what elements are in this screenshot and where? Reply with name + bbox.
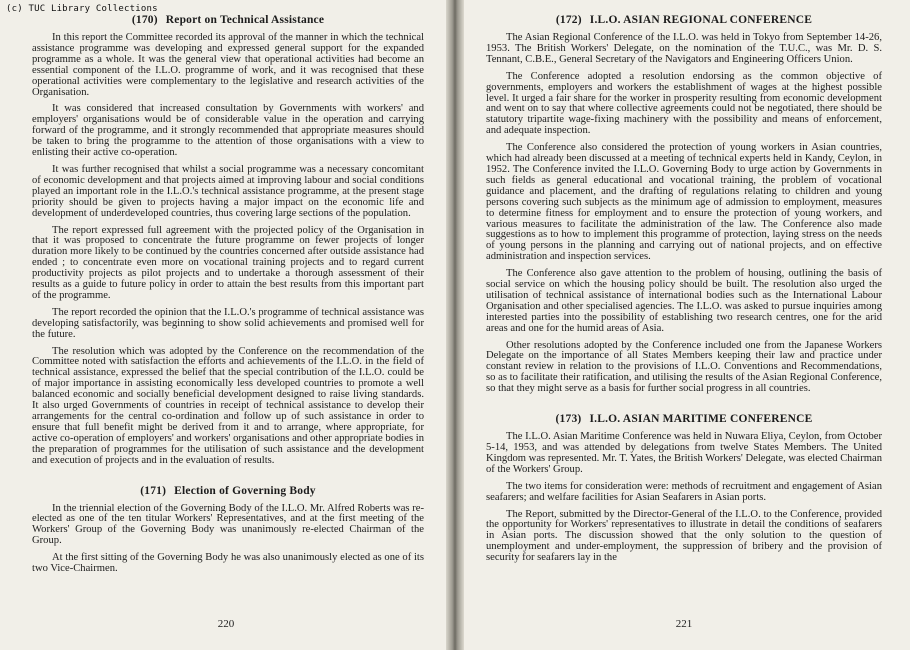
section-number: (171) (140, 484, 167, 497)
section-170-heading (32, 14, 424, 27)
paragraph: The resolution which was adopted by the Conference on the recommendation of the Committee noted with satisfaction the efforts and achievements of the I.L.O. in the field of technical assistance, expressed the belief that the special contribution of the I.L.O. could be of major importance in assisting economically less developed countries to promote a well balanced economic and socially beneficial development designed to raise living standards. It also urged Governments of countries in receipt of technical assistance to develop their arrangements for the central co-ordination and follow up of such assistance in order to ensure that full benefit might be derived from it and to arrange, where appropriate, for active co-operation of employers' and workers' organisations and other appropriate bodies in the preparation of programmes for the utilisation of such assistance and the development and execution of projects and in the evaluation of results. (32, 345, 424, 466)
page-number-left: 220 (217, 618, 235, 630)
paragraph: It was further recognised that whilst a social programme was a necessary concomitant of economic development and that projects aimed at improving labour and social conditions played an important role in the I.L.O.'s technical assistance programme, at the present stage priority should be given to projects having a major impact on the economic life and development of underdeveloped countries, thus covering large sections of the population. (32, 163, 424, 219)
section-number: (173) (555, 413, 582, 426)
section-title: Report on Technical Assistance (165, 14, 325, 26)
section-171-heading (32, 485, 424, 498)
book-gutter (446, 0, 464, 650)
paragraph: The Report, submitted by the Director-General of the I.L.O. to the Conference, provided the opportunity for Workers' representatives to illustrate in detail the conditions of seafarers in Asian ports. The discussion showed that the only solution to the question of unemployment and under-employment, the suppression of bribery and the provision of security for seafarers lay in the (486, 508, 882, 564)
page-number-right: 221 (675, 618, 693, 630)
paragraph: The Conference adopted a resolution endorsing as the common objective of governments, employers and workers the establishment of wages at the highest possible level. It urged a fair share for the worker in prosperity resulting from economic development and went on to say that where collective agreements could not be negotiated, there should be statutory tripartite wage-fixing machinery with the possibility and means of enforcement, and adequate inspection. (486, 70, 882, 137)
left-page-column (32, 14, 424, 581)
watermark: (c) TUC Library Collections (6, 4, 158, 14)
section-number: (172) (555, 14, 582, 26)
paragraph: In the triennial election of the Governing Body of the I.L.O. Mr. Alfred Roberts was re-elected as one of the ten titular Workers' Representatives, and at the first meeting of the Workers' Group of the Governing Body was unanimously re-elected Chairman of the Group. (32, 502, 424, 547)
section-title: I.L.O. ASIAN REGIONAL CONFERENCE (589, 14, 813, 26)
paragraph: The report recorded the opinion that the I.L.O.'s programme of technical assistance was developing satisfactorily, was beginning to show solid achievements and promised well for the future. (32, 306, 424, 340)
right-page (458, 0, 910, 650)
paragraph: The Conference also considered the protection of young workers in Asian countries, which had already been discussed at a meeting of technical experts held in Kandy, Ceylon, in 1952. The Conference invited the I.L.O. Governing Body to urge action by Governments in such fields as general educational and vocational training, the problem of vocational guidance and placement, and the drafting of regulations relating to children and young persons covering such subjects as the minimum age of admission to employment, measures to determine fitness for employment and to ensure the protection of young workers, and various measures to facilitate the administration of the law. The Conference also made suggestions as to how to implement this programme of protection, laying stress on the needs of young persons in the planning and carrying out of national projects, and on effective administration and inspection services. (486, 142, 882, 263)
section-172-heading (486, 14, 882, 27)
paragraph: The two items for consideration were: methods of recruitment and engagement of Asian seafarers; and welfare facilities for Asian Seafarers in Asian ports. (486, 480, 882, 503)
paragraph: The report expressed full agreement with the projected policy of the Organisation in that it was proposed to concentrate the future programme on fewer projects of longer duration more likely to be continued by the countries concerned after outside assistance had ended ; to concentrate even more on vocational training projects and to regard current productivity projects as pilot projects and to undertake a thorough assessment of their results as a guide to future policy in order to attain the best results from this important part of the programme. (32, 224, 424, 301)
section-title: Election of Governing Body (174, 484, 316, 497)
paragraph: The I.L.O. Asian Maritime Conference was held in Nuwara Eliya, Ceylon, from October 5-14, 1953, and was attended by delegations from twelve States Members. The United Kingdom was represented. Mr. T. Yates, the British Workers' Delegate, was elected Chairman of the Workers' Group. (486, 431, 882, 475)
right-page-column (486, 14, 882, 570)
paragraph: In this report the Committee recorded its approval of the manner in which the technical assistance programme was developing and expressed general support for the expanded programme as a whole. It was the general view that operational activities had become an essential component of the I.L.O. programme of work, and it was recognised that these operational activities were complementary to the legislative and research activities of the Organisation. (32, 32, 424, 98)
paragraph: Other resolutions adopted by the Conference included one from the Japanese Workers Delegate on the importance of all States Members keeping their law and practice under constant review in relation to the provisions of I.L.O. Conventions and Recommendations, so as to facilitate their ratification, and utilising the results of the Asian Regional Conference, so that they might serve as a basis for further social progress in all countries. (486, 339, 882, 395)
section-title: I.L.O. ASIAN MARITIME CONFERENCE (589, 413, 813, 426)
paragraph: The Conference also gave attention to the problem of housing, outlining the basis of social service on which the housing policy should be built. The resolution also urged the utilisation of technical assistance of international bodies such as the International Labour Organisation and other specialised agencies. The I.L.O. was asked to pursue inquiries among interested parties into the possibility of establishing two research centres, one for the arid areas and one for the humid areas of Asia. (486, 268, 882, 334)
paragraph: At the first sitting of the Governing Body he was also unanimously elected as one of its two Vice-Chairmen. (32, 552, 424, 575)
paragraph: The Asian Regional Conference of the I.L.O. was held in Tokyo from September 14-26, 1953. The British Workers' Delegate, on the nomination of the T.U.C., was Mr. D. S. Tennant, C.B.E., General Secretary of the Navigators and Engineering Officers Union. (486, 32, 882, 65)
section-number: (170) (131, 14, 158, 26)
left-page (0, 0, 452, 650)
section-173-heading (486, 413, 882, 426)
paragraph: It was considered that increased consultation by Governments with workers' and employers' organisations would be of considerable value in the operation and carrying forward of the programme, and it strongly recommended that appropriate measures should be taken to bring the programme to the attention of those organisations with a view to enlisting their active co-operation. (32, 103, 424, 159)
